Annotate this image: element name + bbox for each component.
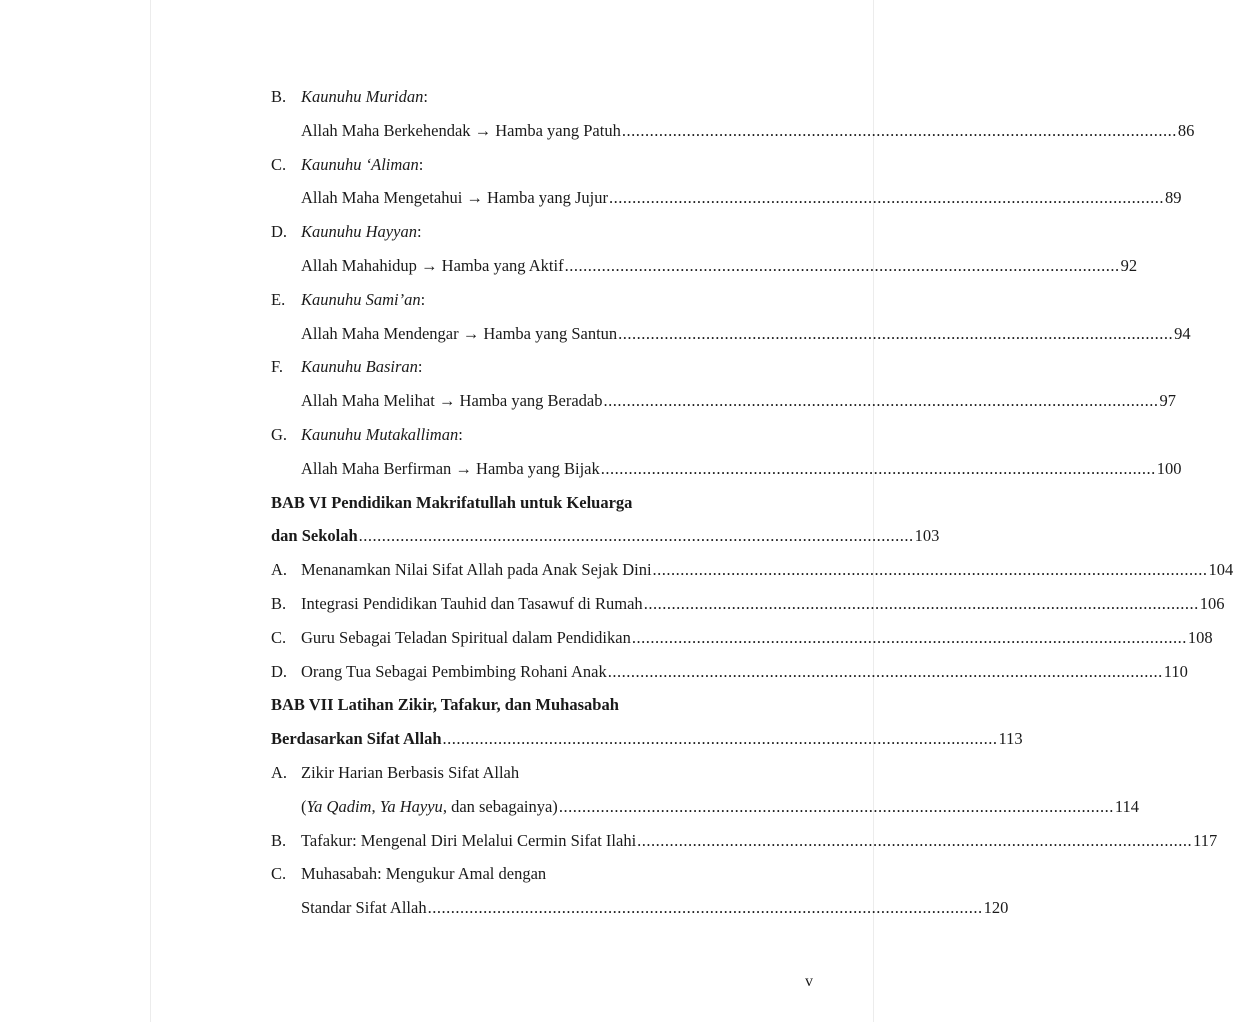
toc-entry[interactable]	[271, 621, 1213, 655]
toc-entry-text: Zikir Harian Berbasis Sifat Allah	[301, 762, 520, 782]
toc-entry-text: Allah Mahahidup → Hamba yang Aktif	[301, 255, 564, 275]
toc-entry[interactable]	[271, 655, 1188, 689]
dhikr-name-2: Ya Hayyu	[379, 796, 443, 816]
toc-entry-text: Guru Sebagai Teladan Spiritual dalam Pendidikan	[301, 627, 631, 647]
colon: :	[423, 87, 428, 106]
toc-entry-text: Integrasi Pendidikan Tauhid dan Tasawuf di Rumah	[301, 593, 643, 613]
toc-entry-text: Menanamkan Nilai Sifat Allah pada Anak Sejak Dini	[301, 560, 652, 580]
colon: :	[416, 222, 422, 242]
dot-leader: ........................................................................................................................	[652, 560, 1208, 580]
toc-page-number: 86	[1177, 120, 1195, 140]
chapter-page-number: 113	[998, 729, 1023, 749]
section-title	[301, 283, 425, 317]
toc-entry[interactable]	[271, 553, 1233, 587]
toc-entry[interactable]	[271, 824, 1218, 858]
toc-entry-text: Orang Tua Sebagai Pembimbing Rohani Anak	[301, 661, 607, 681]
dot-leader: ........................................................................................................................	[358, 526, 914, 546]
toc-page-number: 89	[1165, 188, 1182, 208]
section-title-italic: Kaunuhu Sami’an	[301, 289, 421, 309]
section-title	[301, 418, 463, 452]
toc-entry[interactable]	[271, 857, 779, 891]
dot-leader: ........................................................................................................................	[600, 458, 1156, 478]
section-title	[301, 80, 428, 114]
section-title-italic: Kaunuhu Mutakalliman	[301, 424, 459, 444]
toc-entry-text: Allah Maha Mendengar → Hamba yang Santun	[301, 323, 618, 343]
chapter-heading-continued[interactable]	[271, 722, 1023, 756]
toc-page-number: 100	[1156, 458, 1182, 478]
toc-entry[interactable]	[271, 452, 1182, 486]
dot-leader: ........................................................................................................................	[442, 729, 998, 749]
dot-leader: ........................................................................................................................	[564, 255, 1120, 275]
dot-leader: ........................................................................................................................	[607, 661, 1163, 681]
dot-leader: ........................................................................................................................	[631, 627, 1187, 647]
dot-leader: ........................................................................................................................	[618, 323, 1174, 343]
section-title	[301, 148, 423, 182]
dot-leader: ........................................................................................................................	[427, 898, 983, 918]
entry-letter: D.	[271, 661, 288, 681]
chapter-title-line-1: BAB VII Latihan Zikir, Tafakur, dan Muhasabah	[271, 695, 619, 715]
chapter-title-line-2: Berdasarkan Sifat Allah	[271, 729, 442, 749]
section-title-italic: Kaunuhu Muridan	[301, 87, 424, 106]
toc-page-number: 110	[1163, 661, 1188, 681]
entry-letter: A.	[271, 762, 288, 782]
toc-entry[interactable]	[271, 384, 1176, 418]
entry-letter: C.	[271, 864, 287, 884]
entry-letter: C.	[271, 627, 287, 647]
document-page	[150, 0, 1233, 1022]
toc-entry-text: Allah Maha Melihat → Hamba yang Beradab	[301, 391, 603, 411]
toc-section-heading	[271, 283, 779, 317]
toc-entry-text: Tafakur: Mengenal Diri Melalui Cermin Sifat Ilahi	[301, 830, 637, 850]
colon: :	[420, 289, 426, 309]
toc-page-number: 97	[1159, 391, 1176, 411]
toc-entry[interactable]	[271, 114, 1195, 148]
toc-page-number: 120	[983, 898, 1009, 918]
section-title-italic: Kaunuhu Hayyan	[301, 222, 417, 242]
comma: ,	[371, 796, 380, 816]
toc-entry[interactable]	[271, 756, 779, 790]
dot-leader: ........................................................................................................................	[603, 391, 1159, 411]
dot-leader: ........................................................................................................................	[637, 830, 1193, 850]
section-letter: D.	[271, 222, 288, 242]
chapter-title-line-2: dan Sekolah	[271, 526, 358, 546]
toc-entry[interactable]	[271, 587, 1225, 621]
toc-page-number: 117	[1193, 830, 1218, 850]
page-folio: v	[805, 973, 813, 990]
section-title	[301, 350, 422, 384]
toc-section-heading	[271, 418, 779, 452]
dhikr-name-1: Ya Qadim	[306, 796, 372, 816]
toc-page-number: 92	[1120, 255, 1138, 275]
toc-entry[interactable]	[271, 249, 1138, 283]
chapter-title-line-1: BAB VI Pendidikan Makrifatullah untuk Keluarga	[271, 492, 633, 512]
entry-letter: B.	[271, 830, 287, 850]
toc-entry-text-continued	[301, 790, 558, 824]
section-letter: G.	[271, 424, 288, 444]
colon: :	[417, 357, 423, 377]
section-title-italic: Kaunuhu Basiran	[301, 357, 418, 377]
toc-entry-text: Allah Maha Berfirman → Hamba yang Bijak	[301, 458, 600, 478]
dot-leader: ........................................................................................................................	[558, 796, 1114, 816]
toc-section-heading	[271, 80, 779, 114]
toc-entry-continued[interactable]	[271, 790, 1139, 824]
toc-section-heading	[271, 148, 779, 182]
dot-leader: ........................................................................................................................	[643, 593, 1199, 613]
section-letter: E.	[271, 289, 286, 309]
chapter-heading-continued[interactable]	[271, 519, 940, 553]
section-letter: F.	[271, 357, 283, 377]
toc-page-number: 108	[1187, 627, 1213, 647]
entry-letter: A.	[271, 560, 288, 580]
chapter-heading[interactable]	[271, 486, 779, 520]
toc-section-heading	[271, 215, 779, 249]
toc-entry-text: Muhasabah: Mengukur Amal dengan	[301, 864, 547, 884]
toc-section-heading	[271, 350, 779, 384]
chapter-page-number: 103	[914, 526, 940, 546]
toc-entry[interactable]	[271, 181, 1182, 215]
section-title-italic: Kaunuhu ‘Aliman	[301, 154, 419, 174]
entry-rest: , dan sebagainya)	[442, 796, 558, 816]
chapter-heading[interactable]	[271, 688, 779, 722]
dot-leader: ........................................................................................................................	[621, 120, 1177, 140]
toc-entry-text: Allah Maha Berkehendak → Hamba yang Patuh	[301, 120, 621, 140]
section-title	[301, 215, 422, 249]
toc-entry-continued[interactable]	[271, 891, 1009, 925]
toc-page-number: 94	[1174, 323, 1191, 343]
toc-page-number: 106	[1199, 593, 1225, 613]
toc-page-number: 104	[1208, 560, 1233, 580]
dot-leader: ........................................................................................................................	[609, 188, 1165, 208]
toc-entry-text-continued: Standar Sifat Allah	[301, 898, 427, 918]
colon: :	[418, 154, 424, 174]
colon: :	[458, 424, 463, 444]
table-of-contents	[271, 80, 1233, 925]
section-letter: C.	[271, 154, 287, 174]
toc-entry[interactable]	[271, 317, 1191, 351]
section-letter: B.	[271, 87, 287, 106]
open-paren: (	[301, 796, 307, 816]
toc-entry-text: Allah Maha Mengetahui → Hamba yang Jujur	[301, 188, 609, 208]
entry-letter: B.	[271, 593, 287, 613]
toc-page-number: 114	[1114, 796, 1139, 816]
